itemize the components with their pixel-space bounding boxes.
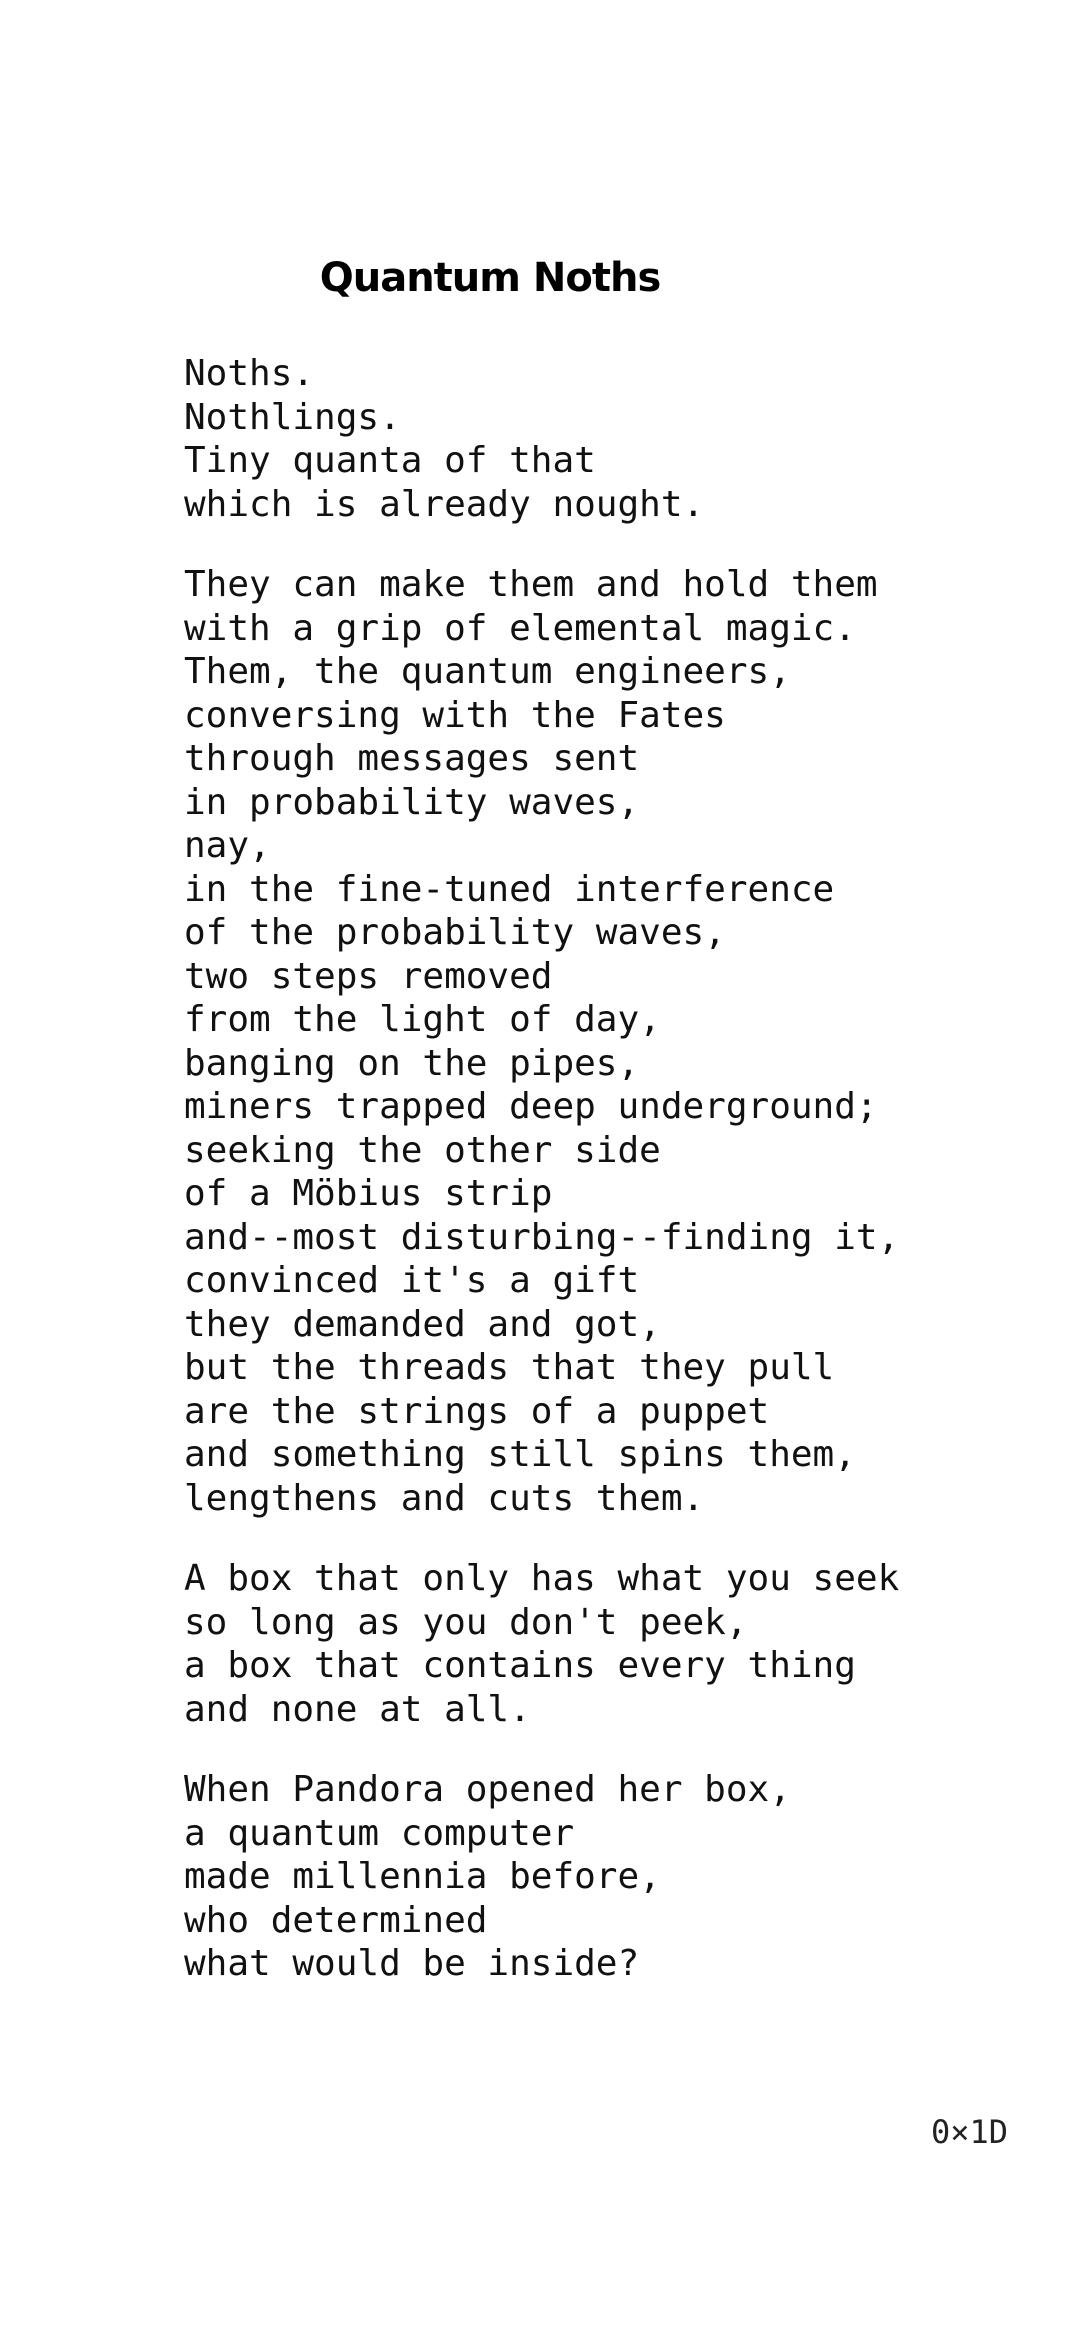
poem-line: so long as you don't peek, <box>184 1601 748 1643</box>
poem-line: convinced it's a gift <box>184 1260 640 1301</box>
poem-line: Them, the quantum engineers, <box>184 651 791 692</box>
stanza <box>184 563 1064 1520</box>
poem-line: of a Möbius strip <box>184 1173 553 1214</box>
page-title: Quantum Noths <box>319 255 661 301</box>
poem-line: When Pandora opened her box, <box>184 1769 791 1810</box>
page-number: 0×1D <box>930 2113 1008 2151</box>
poem-line: conversing with the Fates <box>184 694 726 736</box>
poem-line: with a grip of elemental magic. <box>184 607 856 649</box>
poem-line: which is already nought. <box>184 483 705 525</box>
stanza <box>184 352 1064 526</box>
poem-line: and something still spins them, <box>184 1434 856 1475</box>
poem-line: a quantum computer <box>184 1812 575 1854</box>
poem-line: they demanded and got, <box>184 1303 661 1345</box>
poem-line: in the fine-tuned interference <box>184 868 835 910</box>
poem-line: and--most disturbing--finding it, <box>184 1216 900 1258</box>
poem-line: what would be inside? <box>184 1943 640 1984</box>
poem-line: through messages sent <box>184 738 640 779</box>
poem-body <box>184 352 1064 2023</box>
poem-line: and none at all. <box>184 1688 531 1730</box>
poem-line: are the strings of a puppet <box>184 1390 770 1432</box>
stanza <box>184 1557 1064 1731</box>
poem-line: a box that contains every thing <box>184 1645 856 1686</box>
poem-line: made millennia before, <box>184 1856 661 1897</box>
poem-line: nay, <box>184 825 271 866</box>
poem-line: of the probability waves, <box>184 912 726 953</box>
poem-line: Noths. <box>184 353 315 394</box>
poem-line: lengthens and cuts them. <box>184 1477 705 1519</box>
stanza <box>184 1768 1064 1986</box>
poem-line: seeking the other side <box>184 1129 661 1171</box>
poem-line: A box that only has what you seek <box>184 1558 900 1599</box>
poem-line: banging on the pipes, <box>184 1042 640 1084</box>
poem-line: who determined <box>184 1899 488 1941</box>
poem-line: but the threads that they pull <box>184 1347 835 1388</box>
poem-line: Nothlings. <box>184 396 401 438</box>
poem-line: miners trapped deep underground; <box>184 1086 878 1127</box>
poem-line: from the light of day, <box>184 999 661 1040</box>
poem-line: two steps removed <box>184 955 553 997</box>
poem-line: in probability waves, <box>184 781 640 823</box>
poem-line: They can make them and hold them <box>184 564 878 605</box>
poem-line: Tiny quanta of that <box>184 440 596 481</box>
